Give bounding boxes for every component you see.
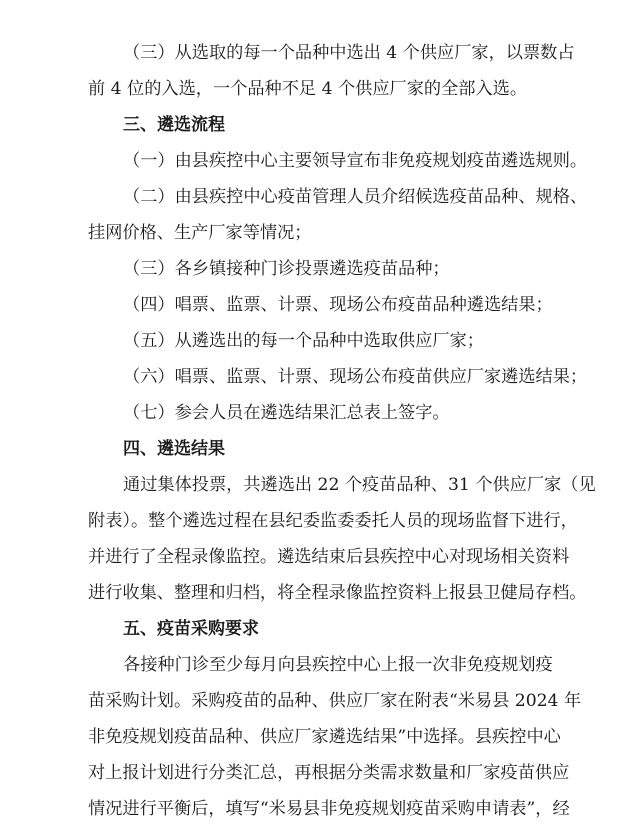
paragraph-line: （七）参会人员在遴选结果汇总表上签字。 — [123, 403, 450, 423]
paragraph-line: （六）唱票、监票、计票、现场公布疫苗供应厂家遴选结果； — [123, 367, 588, 387]
section-heading: 五、疫苗采购要求 — [123, 619, 259, 639]
paragraph-line: 非免疫规划疫苗品种、供应厂家遴选结果”中选择。县疾控中心 — [88, 727, 561, 747]
paragraph-line: （一）由县疾控中心主要领导宣布非免疫规划疫苗遴选规则。 — [123, 151, 588, 171]
paragraph-line: 并进行了全程录像监控。遴选结束后县疾控中心对现场相关资料 — [88, 547, 570, 567]
paragraph-line: 苗采购计划。采购疫苗的品种、供应厂家在附表“米易县 2024 年 — [88, 691, 582, 711]
paragraph-line: 情况进行平衡后，填写“米易县非免疫规划疫苗采购申请表”，经 — [88, 799, 570, 819]
paragraph-line: 挂网价格、生产厂家等情况； — [88, 223, 312, 243]
paragraph-line: 各接种门诊至少每月向县疾控中心上报一次非免疫规划疫 — [123, 655, 553, 675]
paragraph-line: （三）各乡镇接种门诊投票遴选疫苗品种； — [123, 259, 450, 279]
paragraph-line: （二）由县疾控中心疫苗管理人员介绍候选疫苗品种、规格、 — [123, 187, 588, 207]
paragraph-line: 进行收集、整理和归档，将全程录像监控资料上报县卫健局存档。 — [88, 583, 587, 603]
section-heading: 四、遴选结果 — [123, 439, 225, 459]
paragraph-line: 前 4 位的入选，一个品种不足 4 个供应厂家的全部入选。 — [88, 79, 528, 99]
paragraph-line: （三）从选取的每一个品种中选出 4 个供应厂家，以票数占 — [123, 43, 575, 63]
section-heading: 三、遴选流程 — [123, 115, 225, 135]
paragraph-line: （五）从遴选出的每一个品种中选取供应厂家； — [123, 331, 484, 351]
paragraph-line: 对上报计划进行分类汇总，再根据分类需求数量和厂家疫苗供应 — [88, 763, 570, 783]
paragraph-line: 附表）。整个遴选过程在县纪委监委委托人员的现场监督下进行， — [88, 511, 578, 531]
paragraph-line: （四）唱票、监票、计票、现场公布疫苗品种遴选结果； — [123, 295, 553, 315]
paragraph-line: 通过集体投票，共遴选出 22 个疫苗品种、31 个供应厂家（见 — [123, 475, 596, 495]
